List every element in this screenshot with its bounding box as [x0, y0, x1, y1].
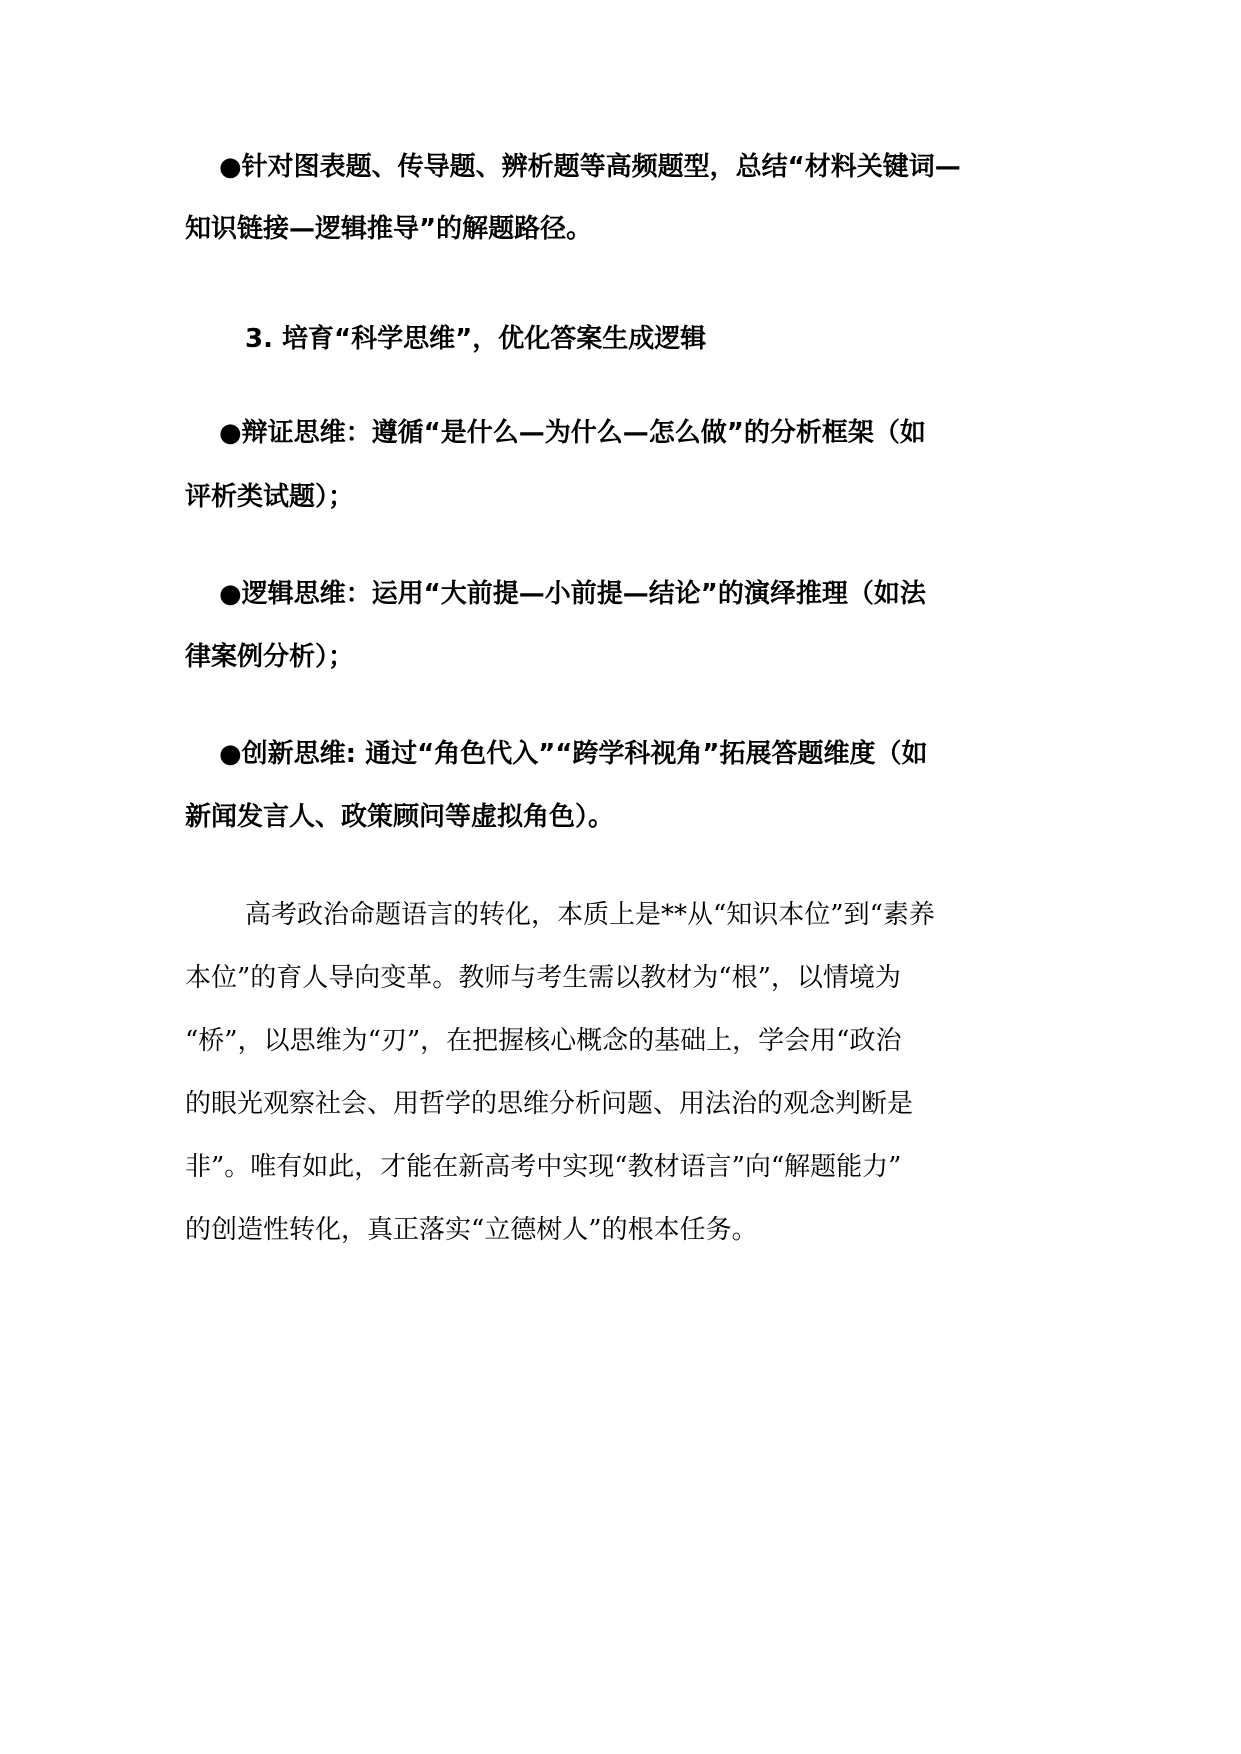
bullet-logical-line-2: 律案例分析）； — [185, 642, 355, 672]
conclusion-line-5: 非”。唯有如此，才能在新高考中实现“教材语言”向“解题能力” — [185, 1152, 902, 1182]
bullet-innovative-line-1: ●创新思维: 通过“角色代入”“跨学科视角”拓展答题维度（如 — [219, 739, 928, 769]
conclusion-line-2: 本位”的育人导向变革。教师与考生需以教材为“根”，以情境为 — [185, 963, 901, 993]
section-heading-3: 3. 培育“科学思维”，优化答案生成逻辑 — [245, 324, 707, 354]
bullet-dialectical-line-1: ●辩证思维：遵循“是什么—为什么—怎么做”的分析框架（如 — [219, 418, 926, 448]
conclusion-line-3: “桥”，以思维为“刃”，在把握核心概念的基础上，学会用“政治 — [185, 1026, 902, 1056]
bullet-dialectical-line-2: 评析类试题）； — [185, 482, 355, 512]
bullet-chart-question-line-2: 知识链接—逻辑推导”的解题路径。 — [185, 214, 593, 244]
conclusion-line-4: 的眼光观察社会、用哲学的思维分析问题、用法治的观念判断是 — [185, 1089, 914, 1119]
bullet-innovative-line-2: 新闻发言人、政策顾问等虚拟角色）。 — [185, 802, 615, 832]
bullet-logical-line-1: ●逻辑思维：运用“大前提—小前提—结论”的演绎推理（如法 — [219, 579, 926, 609]
conclusion-line-1: 高考政治命题语言的转化，本质上是**从“知识本位”到“素养 — [245, 900, 935, 930]
bullet-chart-question-line-1: ●针对图表题、传导题、辨析题等高频题型，总结“材料关键词— — [219, 152, 961, 182]
conclusion-line-6: 的创造性转化，真正落实“立德树人”的根本任务。 — [185, 1215, 758, 1245]
